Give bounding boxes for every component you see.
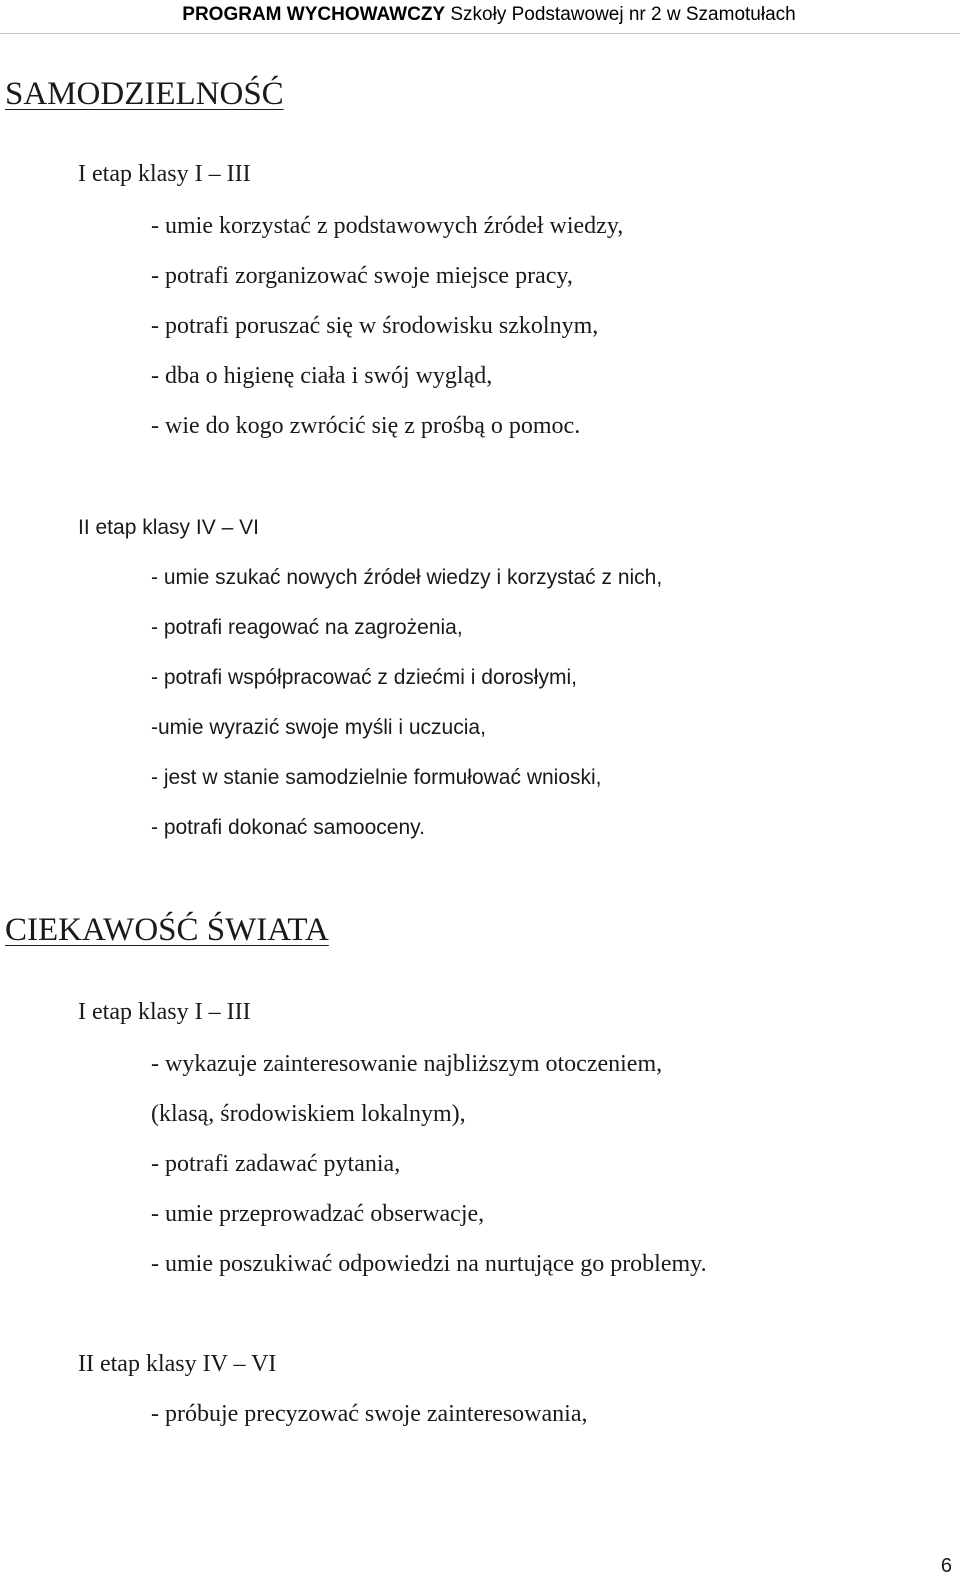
header-program-title: PROGRAM WYCHOWAWCZY: [182, 4, 446, 25]
list-item: - wie do kogo zwrócić się z prośbą o pomoc.: [151, 413, 581, 439]
header-school-name: Szkoły Podstawowej nr 2 w Szamotułach: [445, 4, 796, 25]
list-item: - potrafi zadawać pytania,: [151, 1151, 401, 1177]
list-item: - umie poszukiwać odpowiedzi na nurtujące go problemy.: [151, 1251, 707, 1277]
list-item: - potrafi zorganizować swoje miejsce pracy,: [151, 263, 573, 289]
list-item: - potrafi dokonać samooceny.: [151, 816, 425, 839]
header-divider: [0, 33, 960, 34]
list-item: -umie wyrazić swoje myśli i uczucia,: [151, 716, 486, 739]
stage-label: II etap klasy IV – VI: [78, 1351, 277, 1377]
stage-label: I etap klasy I – III: [78, 999, 251, 1025]
list-item: - umie korzystać z podstawowych źródeł wiedzy,: [151, 213, 624, 239]
list-item: - dba o higienę ciała i swój wygląd,: [151, 363, 493, 389]
list-item: - jest w stanie samodzielnie formułować wnioski,: [151, 766, 602, 789]
list-item: (klasą, środowiskiem lokalnym),: [151, 1101, 466, 1127]
page-number: 6: [940, 1555, 952, 1577]
list-item: - próbuje precyzować swoje zainteresowania,: [151, 1401, 588, 1427]
list-item: - umie przeprowadzać obserwacje,: [151, 1201, 485, 1227]
stage-label: II etap klasy IV – VI: [78, 516, 259, 539]
section-title-ciekawosc-swiata: CIEKAWOŚĆ ŚWIATA: [5, 912, 329, 948]
stage-label: I etap klasy I – III: [78, 161, 251, 187]
list-item: - wykazuje zainteresowanie najbliższym otoczeniem,: [151, 1051, 663, 1077]
page-header: [0, 2, 960, 28]
list-item: - umie szukać nowych źródeł wiedzy i korzystać z nich,: [151, 566, 663, 589]
list-item: - potrafi współpracować z dziećmi i dorosłymi,: [151, 666, 577, 689]
section-title-samodzielnosc: SAMODZIELNOŚĆ: [5, 76, 284, 112]
list-item: - potrafi reagować na zagrożenia,: [151, 616, 463, 639]
list-item: - potrafi poruszać się w środowisku szkolnym,: [151, 313, 599, 339]
